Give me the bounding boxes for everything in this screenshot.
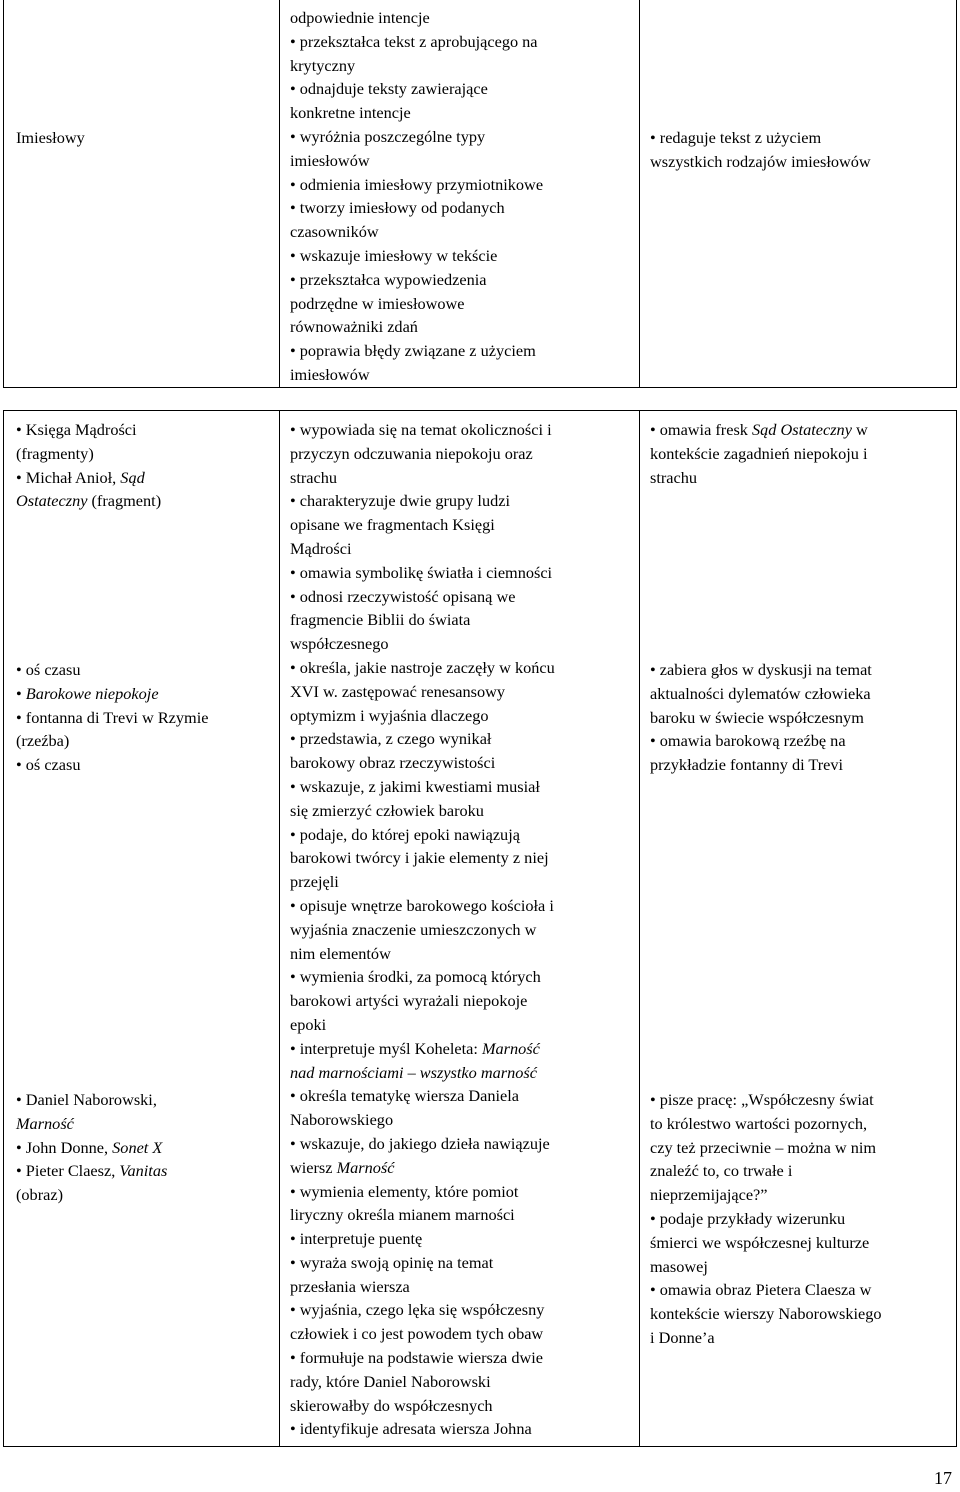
- text-line: [290, 918, 555, 942]
- text-line: [290, 751, 555, 775]
- text-run: przejęli: [290, 872, 339, 892]
- text-run: • identyfikuje adresata wiersza Johna: [290, 1419, 532, 1439]
- text-run: • odnajduje teksty zawierające: [290, 79, 488, 99]
- text-run: • charakteryzuje dwie grupy ludzi: [290, 491, 510, 511]
- text-line: [650, 1278, 882, 1302]
- bottom-topic-cell: [3, 410, 279, 1447]
- text-line: [650, 466, 868, 490]
- text-line: [290, 1394, 555, 1418]
- text-line: [290, 54, 543, 78]
- text-run: • wyjaśnia, czego lęka się współczesny: [290, 1300, 545, 1320]
- text-line: [290, 513, 555, 537]
- text-line: [650, 1112, 882, 1136]
- text-run: • podaje, do której epoki nawiązują: [290, 824, 520, 844]
- text-run: skierowałby do współczesnych: [290, 1395, 493, 1415]
- text-run: optymizm i wyjaśnia dlaczego: [290, 705, 489, 725]
- text-line: [290, 1084, 555, 1108]
- text-line: [290, 1322, 555, 1346]
- text-run: • interpretuje puentę: [290, 1229, 423, 1249]
- text-line: [290, 418, 555, 442]
- text-run: • wymienia elementy, które pomiot: [290, 1181, 519, 1201]
- text-line: [290, 1180, 555, 1204]
- text-line: [290, 989, 555, 1013]
- text-line: [290, 1298, 555, 1322]
- text-run: odpowiednie intencje: [290, 8, 430, 27]
- text-run: wiersz: [290, 1157, 337, 1177]
- text-run: • odnosi rzeczywistość opisaną we: [290, 586, 516, 606]
- text-run: Naborowskiego: [290, 1110, 394, 1130]
- text-run: człowiek i co jest powodem tych obaw: [290, 1324, 544, 1344]
- text-line: [290, 30, 543, 54]
- italic-run: nad marnościami – wszystko marność: [290, 1062, 537, 1082]
- text-line: [650, 1302, 882, 1326]
- text-run: • odmienia imiesłowy przymiotnikowe: [290, 174, 544, 194]
- extended-block-fresk: [650, 418, 868, 489]
- text-run: strachu: [650, 467, 698, 487]
- text-line: [650, 1326, 882, 1350]
- text-line: [290, 537, 555, 561]
- text-line: [290, 680, 555, 704]
- text-line: [16, 1112, 167, 1136]
- top-extended-list: [650, 126, 871, 174]
- text-run: podrzędne w imiesłowowe: [290, 293, 465, 313]
- text-run: aktualności dylematów człowieka: [650, 683, 871, 703]
- text-run: czasowników: [290, 222, 379, 242]
- text-line: [290, 268, 543, 292]
- text-line: [290, 965, 555, 989]
- text-line: [650, 442, 868, 466]
- text-line: [290, 77, 543, 101]
- topic-block-barok: [16, 658, 208, 777]
- text-line: [290, 125, 543, 149]
- text-line: [16, 753, 208, 777]
- text-run: opisane we fragmentach Księgi: [290, 515, 495, 535]
- text-line: [290, 442, 555, 466]
- text-run: • John Donne,: [16, 1137, 113, 1157]
- text-run: fragmencie Biblii do świata: [290, 610, 471, 630]
- text-run: • omawia barokową rzeźbę na: [650, 731, 846, 751]
- text-run: kontekście zagadnień niepokoju i: [650, 443, 868, 463]
- text-run: • wskazuje, z jakimi kwestiami musiał: [290, 776, 540, 796]
- top-table: [0, 0, 960, 388]
- text-run: • Księga Mądrości: [16, 420, 137, 439]
- text-line: [290, 363, 543, 387]
- text-line: [290, 101, 543, 125]
- text-run: Mądrości: [290, 538, 352, 558]
- text-run: znaleźć to, co trwałe i: [650, 1161, 793, 1181]
- text-line: [290, 585, 555, 609]
- text-run: • oś czasu: [16, 660, 81, 679]
- text-run: • omawia obraz Pietera Claesza w: [650, 1280, 872, 1300]
- text-run: • podaje przykłady wizerunku: [650, 1208, 846, 1228]
- text-line: [16, 466, 161, 490]
- text-run: (fragment): [87, 491, 162, 511]
- text-run: przyczyn odczuwania niepokoju oraz: [290, 443, 533, 463]
- text-line: [650, 150, 871, 174]
- text-line: [290, 1203, 555, 1227]
- text-line: [650, 126, 871, 150]
- text-line: [16, 682, 208, 706]
- text-line: [650, 1136, 882, 1160]
- text-line: [650, 418, 868, 442]
- text-line: [290, 704, 555, 728]
- text-run: • wyróżnia poszczególne typy: [290, 126, 486, 146]
- text-line: [290, 1037, 555, 1061]
- text-line: [290, 244, 543, 268]
- text-run: • wyraża swoją opinię na temat: [290, 1252, 494, 1272]
- text-run: się zmierzyć człowiek baroku: [290, 800, 484, 820]
- italic-run: Sonet X: [112, 1137, 163, 1157]
- text-line: [290, 1061, 555, 1085]
- text-line: [290, 196, 543, 220]
- text-run: konkretne intencje: [290, 103, 411, 123]
- text-run: • interpretuje myśl Koheleta:: [290, 1038, 482, 1058]
- text-run: • zabiera głos w dyskusji na temat: [650, 660, 872, 679]
- text-run: • Pieter Claesz,: [16, 1161, 120, 1181]
- text-line: [16, 1088, 167, 1112]
- text-run: • przekształca wypowiedzenia: [290, 269, 487, 289]
- text-line: [650, 753, 872, 777]
- top-skills-list: [290, 6, 543, 387]
- text-run: wyjaśnia znaczenie umieszczonych w: [290, 919, 537, 939]
- text-line: [290, 1156, 555, 1180]
- text-line: [290, 1108, 555, 1132]
- text-run: (rzeźba): [16, 731, 70, 751]
- text-run: • redaguje tekst z użyciem: [650, 128, 822, 147]
- text-line: [290, 894, 555, 918]
- text-run: • wymienia środki, za pomocą których: [290, 967, 541, 987]
- text-line: [290, 173, 543, 197]
- text-run: strachu: [290, 467, 338, 487]
- text-run: masowej: [650, 1256, 708, 1276]
- text-run: • wypowiada się na temat okoliczności i: [290, 420, 552, 439]
- text-line: [290, 466, 555, 490]
- text-run: nim elementów: [290, 943, 391, 963]
- italic-run: Marność: [481, 1038, 540, 1058]
- text-line: [650, 1183, 882, 1207]
- text-run: • poprawia błędy związane z użyciem: [290, 341, 536, 361]
- text-run: • pisze pracę: „Współczesny świat: [650, 1090, 874, 1109]
- text-line: [290, 942, 555, 966]
- text-run: barokowi twórcy i jakie elementy z niej: [290, 848, 549, 868]
- text-run: • przedstawia, z czego wynikał: [290, 729, 492, 749]
- text-line: [650, 658, 872, 682]
- text-run: czy też przeciwnie – można w nim: [650, 1137, 877, 1157]
- bottom-skills-list: [290, 418, 555, 1441]
- text-line: [290, 799, 555, 823]
- text-run: • Daniel Naborowski,: [16, 1090, 157, 1109]
- text-run: • omawia fresk: [650, 420, 752, 439]
- text-run: przesłania wiersza: [290, 1276, 410, 1296]
- text-line: [16, 442, 161, 466]
- italic-run: Ostateczny: [16, 491, 88, 511]
- italic-run: Marność: [336, 1157, 395, 1177]
- text-run: • określa tematykę wiersza Daniela: [290, 1086, 520, 1106]
- text-run: śmierci we współczesnej kulturze: [650, 1232, 870, 1252]
- top-extended-cell: [639, 0, 957, 388]
- text-line: [290, 1251, 555, 1275]
- italic-run: Sąd: [120, 467, 145, 487]
- extended-block-praca: [650, 1088, 882, 1350]
- text-run: • opisuje wnętrze barokowego kościoła i: [290, 895, 554, 915]
- text-line: [16, 729, 208, 753]
- italic-run: Barokowe niepokoje: [25, 683, 159, 703]
- text-run: współczesnego: [290, 634, 389, 654]
- italic-run: Sąd Ostateczny: [752, 420, 852, 439]
- topic-block-marnosc: [16, 1088, 167, 1207]
- text-line: [290, 1417, 555, 1441]
- text-line: [290, 339, 543, 363]
- text-run: imiesłowów: [290, 364, 370, 384]
- bottom-table: [0, 410, 960, 1447]
- text-line: [290, 1275, 555, 1299]
- text-run: • fontanna di Trevi w Rzymie: [16, 707, 209, 727]
- text-run: (obraz): [16, 1185, 63, 1205]
- text-run: kontekście wierszy Naborowskiego: [650, 1304, 882, 1324]
- text-line: [290, 656, 555, 680]
- text-line: [290, 1132, 555, 1156]
- text-run: i Donne’a: [650, 1327, 715, 1347]
- text-line: [290, 561, 555, 585]
- text-run: przykładzie fontanny di Trevi: [650, 755, 844, 775]
- text-run: • tworzy imiesłowy od podanych: [290, 198, 505, 218]
- italic-run: Vanitas: [119, 1161, 168, 1181]
- text-line: [290, 1370, 555, 1394]
- text-run: baroku w świecie współczesnym: [650, 707, 864, 727]
- text-run: • wskazuje imiesłowy w tekście: [290, 245, 498, 265]
- text-line: [290, 846, 555, 870]
- text-line: [290, 149, 543, 173]
- text-line: [290, 1227, 555, 1251]
- topic-block-ksiega: [16, 418, 161, 513]
- text-run: • omawia symbolikę światła i ciemności: [290, 562, 553, 582]
- text-line: [290, 608, 555, 632]
- italic-run: Marność: [16, 1113, 74, 1133]
- text-run: w: [851, 420, 868, 439]
- text-line: [290, 632, 555, 656]
- text-line: [16, 1159, 167, 1183]
- text-line: [290, 1013, 555, 1037]
- text-line: [650, 1255, 882, 1279]
- text-run: rady, które Daniel Naborowski: [290, 1371, 491, 1391]
- topic-imieslowy: Imiesłowy: [16, 128, 85, 147]
- text-run: barokowi artyści wyrażali niepokoje: [290, 991, 528, 1011]
- text-line: [290, 292, 543, 316]
- text-line: [290, 823, 555, 847]
- text-line: [650, 1231, 882, 1255]
- text-line: [650, 1207, 882, 1231]
- text-run: liryczny określa mianem marności: [290, 1205, 515, 1225]
- text-line: [650, 1159, 882, 1183]
- text-line: [650, 729, 872, 753]
- text-line: [650, 1088, 882, 1112]
- text-run: • określa, jakie nastroje zaczęły w końcu: [290, 657, 555, 677]
- text-line: [650, 682, 872, 706]
- text-run: • oś czasu: [16, 755, 81, 775]
- text-line: [650, 706, 872, 730]
- text-line: [16, 1136, 167, 1160]
- text-run: równoważniki zdań: [290, 317, 418, 337]
- text-line: [290, 1346, 555, 1370]
- text-run: • wskazuje, do jakiego dzieła nawiązuje: [290, 1133, 550, 1153]
- text-line: [16, 489, 161, 513]
- text-line: [16, 706, 208, 730]
- text-run: to królestwo wartości pozornych,: [650, 1113, 868, 1133]
- text-run: nieprzemijające?”: [650, 1185, 768, 1205]
- text-run: epoki: [290, 1014, 327, 1034]
- text-run: imiesłowów: [290, 150, 370, 170]
- text-line: [290, 489, 555, 513]
- text-run: • Michał Anioł,: [16, 467, 121, 487]
- text-run: • przekształca tekst z aprobującego na: [290, 31, 538, 51]
- text-run: barokowy obraz rzeczywistości: [290, 753, 496, 773]
- text-line: [290, 220, 543, 244]
- text-line: [16, 418, 161, 442]
- text-line: [290, 775, 555, 799]
- text-run: • formułuje na podstawie wiersza dwie: [290, 1348, 544, 1368]
- text-line: [290, 6, 543, 30]
- text-run: wszystkich rodzajów imiesłowów: [650, 151, 871, 171]
- text-run: krytyczny: [290, 55, 356, 75]
- text-run: XVI w. zastępować renesansowy: [290, 681, 506, 701]
- page-number: 17: [934, 1468, 952, 1488]
- text-line: [290, 727, 555, 751]
- text-line: [290, 315, 543, 339]
- text-run: •: [16, 683, 26, 703]
- text-line: [16, 658, 208, 682]
- text-line: [290, 870, 555, 894]
- top-topic-cell: [3, 0, 279, 388]
- text-run: (fragmenty): [16, 443, 94, 463]
- text-line: [16, 1183, 167, 1207]
- extended-block-dyskusja: [650, 658, 872, 777]
